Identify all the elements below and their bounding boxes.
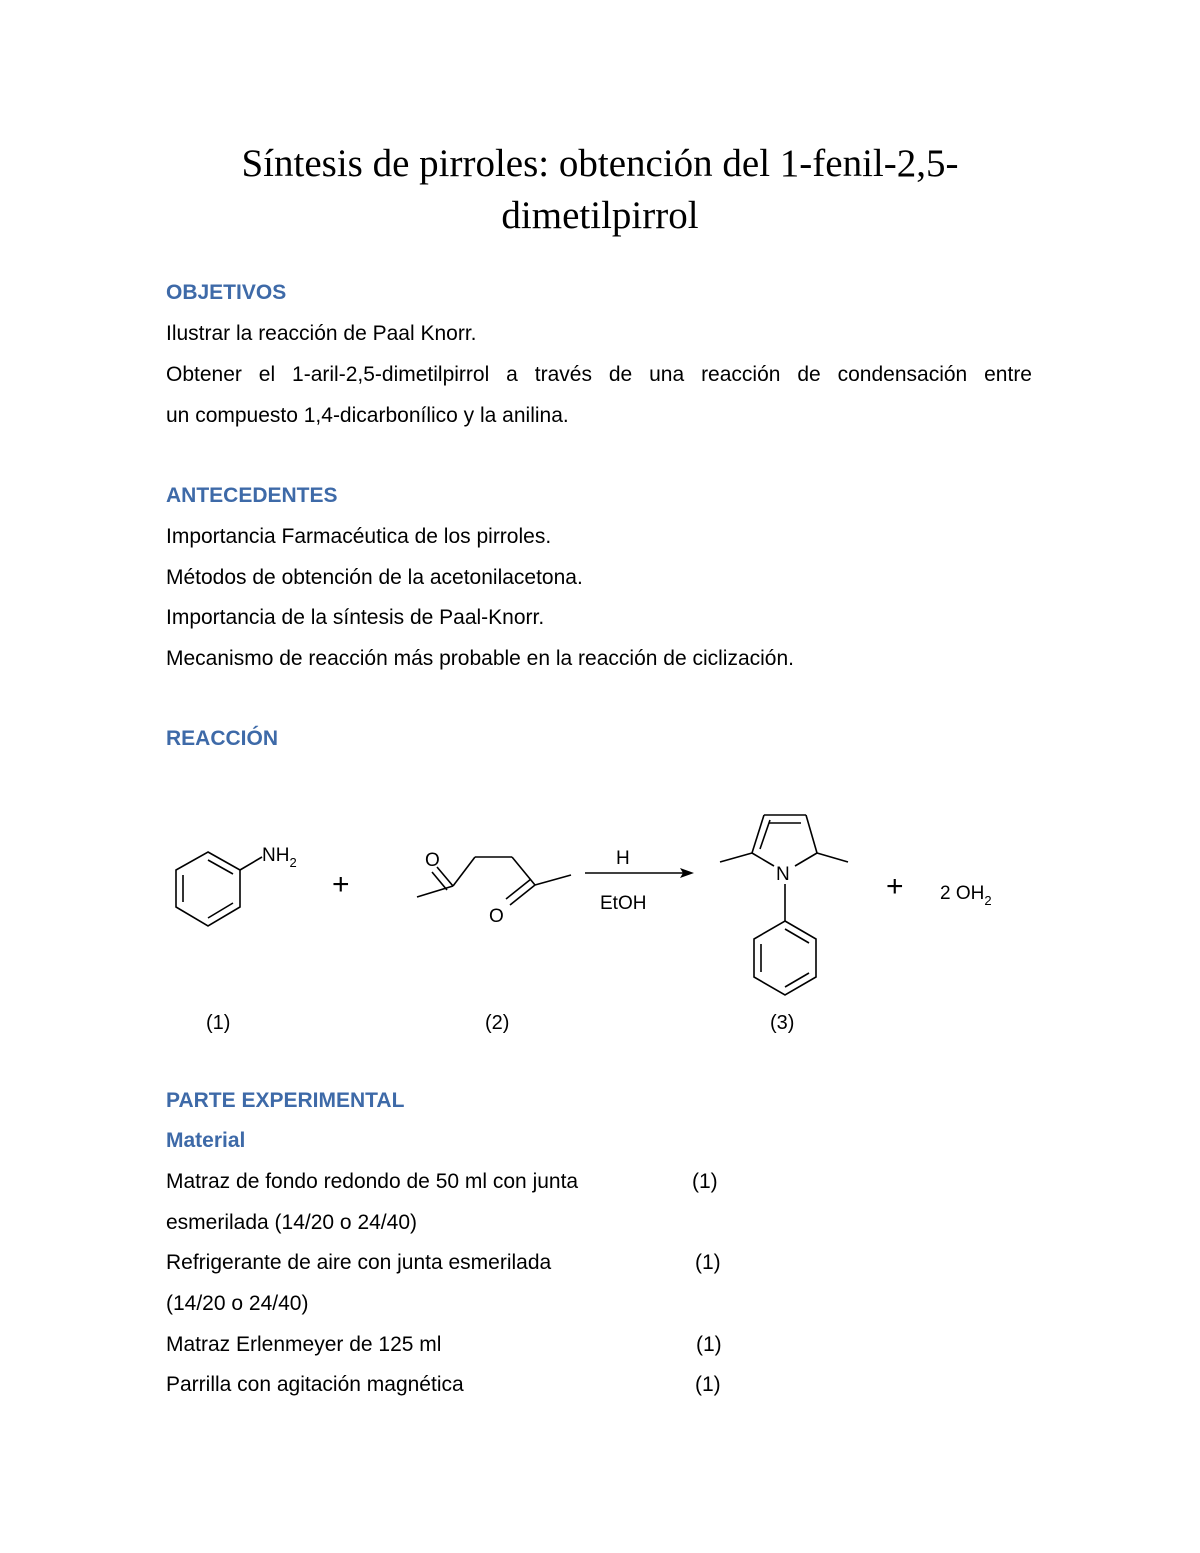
- water-label: 2 $OH_2$: [940, 883, 992, 908]
- objetivos-heading: OBJETIVOS: [166, 281, 287, 304]
- ketone-o-label-1: O: [425, 850, 440, 871]
- antecedentes-item-4: Mecanismo de reacción más probable en la reacción de ciclización.: [166, 647, 794, 670]
- material-item-2-line-1: Refrigerante de aire con junta esmerilada: [166, 1251, 552, 1274]
- compound-number-2: (2): [485, 1012, 510, 1034]
- plus-sign-1: +: [332, 868, 350, 901]
- antecedentes-item-3: Importancia de la síntesis de Paal-Knorr.: [166, 606, 545, 629]
- antecedentes-item-1: Importancia Farmacéutica de los pirroles.: [166, 525, 552, 548]
- title-line-1: Síntesis de pirroles: obtención del 1-fenil-2,5-: [241, 142, 959, 185]
- material-subheading: Material: [166, 1129, 246, 1152]
- material-item-2-line-2: (14/20 o 24/40): [166, 1292, 309, 1315]
- parte-experimental-heading: PARTE EXPERIMENTAL: [166, 1089, 405, 1112]
- ketone-o-label-2: O: [489, 906, 504, 927]
- objetivos-item-1: Ilustrar la reacción de Paal Knorr.: [166, 322, 477, 345]
- material-item-3-line-1: Matraz Erlenmeyer de 125 ml: [166, 1333, 442, 1356]
- material-item-1-line-1: Matraz de fondo redondo de 50 ml con junta: [166, 1170, 579, 1193]
- material-item-3-qty: (1): [696, 1333, 722, 1356]
- arrow-bottom-label: EtOH: [600, 893, 647, 914]
- pyrrole-n-label: N: [776, 864, 790, 885]
- plus-sign-2: +: [886, 870, 904, 903]
- nh2-label: $NH_2$: [262, 845, 297, 870]
- compound-number-3: (3): [770, 1012, 795, 1034]
- aniline-structure: [176, 852, 262, 926]
- phenyl-ring-structure: [754, 921, 816, 995]
- reaccion-heading: REACCIÓN: [166, 727, 279, 750]
- material-item-2-qty: (1): [695, 1251, 721, 1274]
- material-item-1-qty: (1): [692, 1170, 718, 1193]
- objetivos-item-3: un compuesto 1,4-dicarbonílico y la anilina.: [166, 404, 569, 427]
- antecedentes-item-2: Métodos de obtención de la acetonilacetona.: [166, 566, 583, 589]
- antecedentes-heading: ANTECEDENTES: [166, 484, 338, 507]
- material-item-1-line-2: esmerilada (14/20 o 24/40): [166, 1211, 417, 1234]
- title-line-2: dimetilpirrol: [501, 194, 699, 237]
- arrow-top-label: H: [616, 848, 630, 869]
- material-item-4-qty: (1): [695, 1373, 721, 1396]
- acetonylacetone-structure: [417, 857, 571, 905]
- objetivos-item-2: Obtener el 1-aril-2,5-dimetilpirrol a través de una reacción de condensación entre: [166, 363, 1032, 386]
- material-item-4-line-1: Parrilla con agitación magnética: [166, 1373, 464, 1396]
- compound-number-1: (1): [206, 1012, 231, 1034]
